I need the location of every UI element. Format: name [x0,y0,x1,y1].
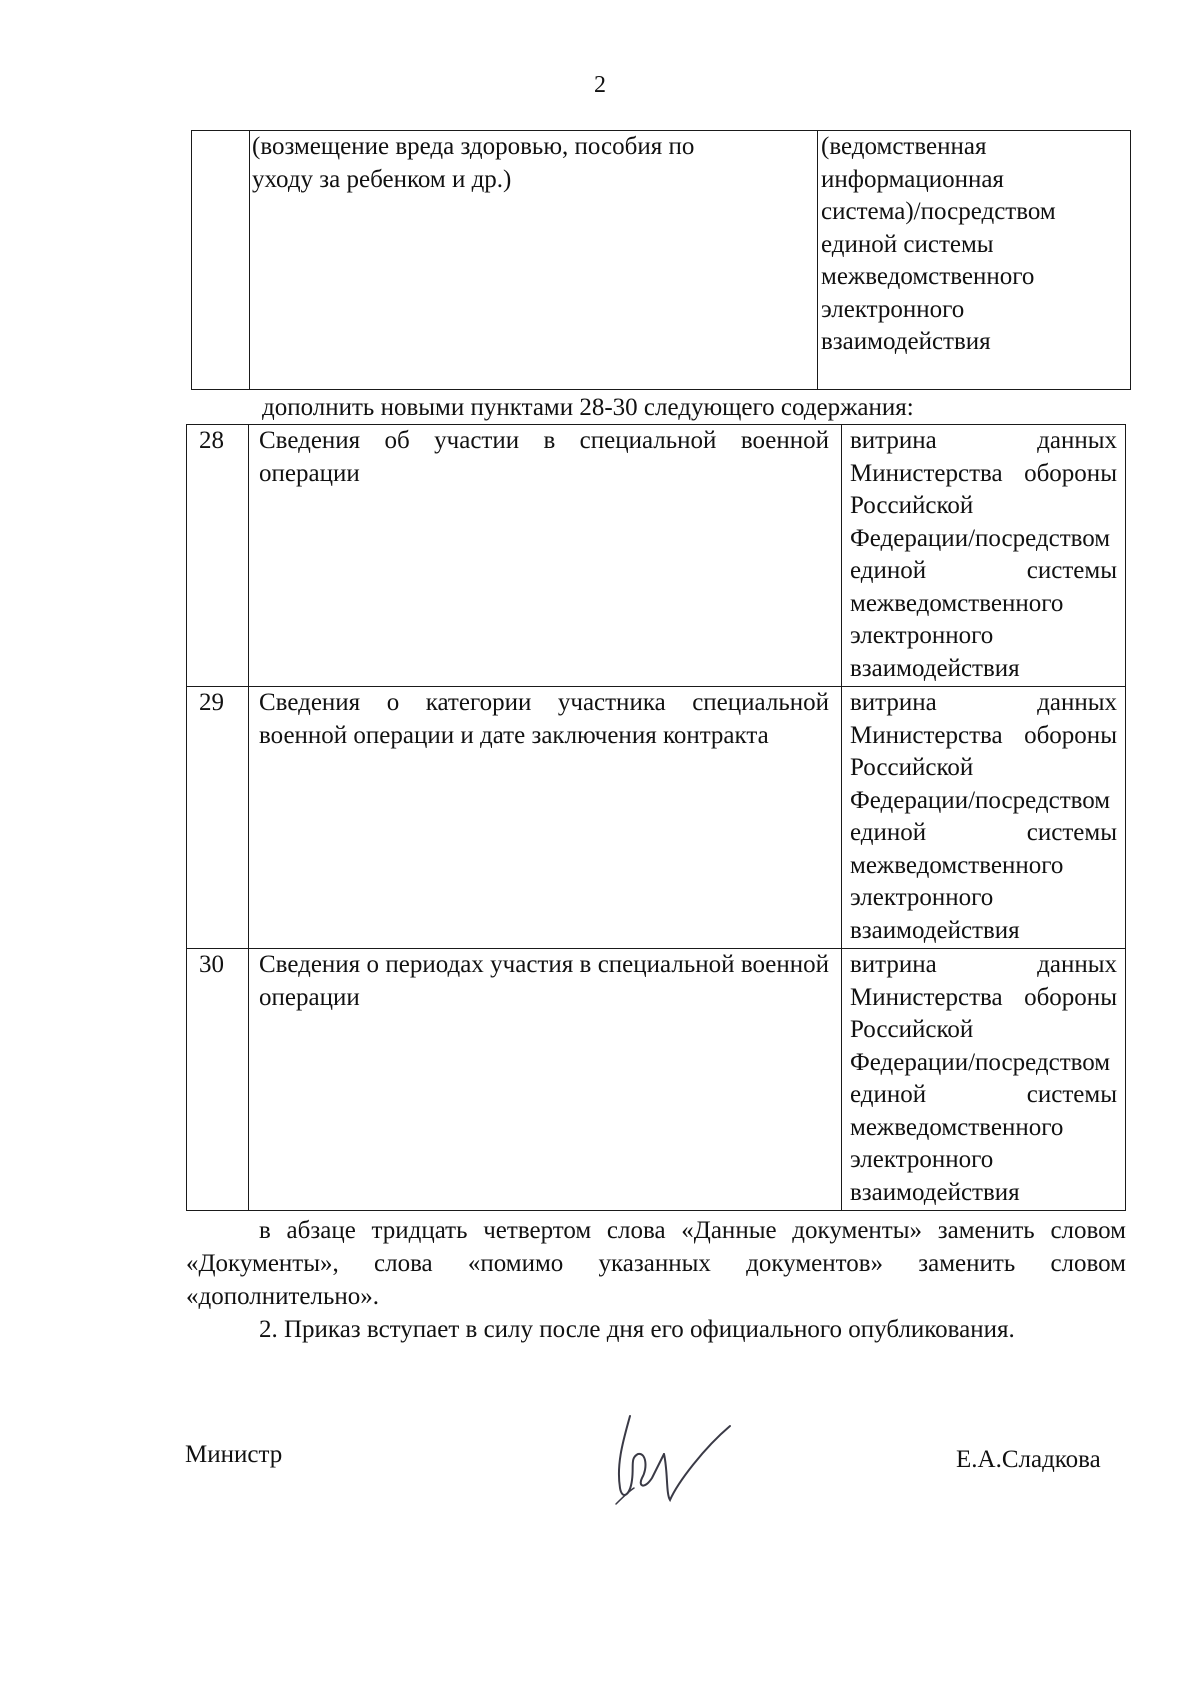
source-line: (ведомственная [821,133,987,160]
row-name-cell: Сведения об участии в специальной военной операции [249,425,842,687]
source-line: Российской [850,1016,974,1043]
name-line: (возмещение вреда здоровью, пособия по [252,133,695,160]
source-line: межведомственного [850,589,1064,617]
source-line: единой системы [821,230,994,258]
source-line: межведомственного [821,263,1035,290]
table-row [187,425,1126,687]
amendment-paragraph: в абзаце тридцать четвертом слова «Данные документы» заменить словом «Документы», слова «помимо указанных документов» заменить словом «дополнительно». [186,1217,1126,1310]
source-line: витрина данных [850,951,1117,978]
source-line: Российской [850,492,974,519]
source-line: межведомственного [850,851,1064,879]
name-line: уходу за ребенком и др.) [252,165,512,193]
source-line: Министерства обороны [850,721,1117,749]
signatory-name: Е.А.Сладкова [956,1446,1101,1473]
source-line: система)/посредством [821,198,1056,225]
source-line: Федерации/посредством [850,1048,1111,1076]
row-name-cell: Сведения о категории участника специальной военной операции и дате заключения контракта [249,687,842,949]
source-line: единой системы [850,1081,1117,1108]
source-line: электронного [850,884,994,911]
source-line: единой системы [850,819,1117,846]
table-row [187,949,1126,1211]
table-row [187,687,1126,949]
source-line: витрина данных [850,689,1117,716]
source-line: информационная [821,165,1004,193]
row-number-cell: 30 [187,949,249,1211]
source-line: Федерации/посредством [850,524,1111,552]
signatory-title: Министр [185,1441,283,1468]
source-line: электронного [821,295,965,323]
source-line: взаимодействия [821,328,991,355]
row-number-cell: 29 [187,687,249,949]
source-line: взаимодействия [850,916,1020,944]
source-line: взаимодействия [850,654,1020,682]
source-line: электронного [850,622,994,649]
new-items-table [186,424,1126,1211]
source-line: единой системы [850,557,1117,584]
row-source-cell [842,949,1126,1211]
row-number-cell [192,131,250,390]
handwritten-signature [608,1408,738,1508]
effective-date-paragraph: 2. Приказ вступает в силу после дня его официального опубликования. [259,1316,1015,1343]
source-line: Российской [850,754,974,781]
source-line: Федерации/посредством [850,786,1111,814]
intro-text: дополнить новыми пунктами 28-30 следующего содержания: [262,394,914,421]
row-number-cell: 28 [187,425,249,687]
row-source-cell [842,425,1126,687]
row-source-cell [818,131,1131,390]
table-row [192,131,1131,390]
row-source-cell [842,687,1126,949]
source-line: Министерства обороны [850,983,1117,1011]
continuation-table [191,130,1131,390]
source-line: взаимодействия [850,1178,1020,1206]
source-line: межведомственного [850,1113,1064,1141]
row-name-cell [250,131,818,390]
row-name-cell: Сведения о периодах участия в специальной военной операции [249,949,842,1211]
page-number: 2 [594,72,606,98]
source-line: витрина данных [850,427,1117,454]
source-line: Министерства обороны [850,459,1117,487]
source-line: электронного [850,1146,994,1173]
